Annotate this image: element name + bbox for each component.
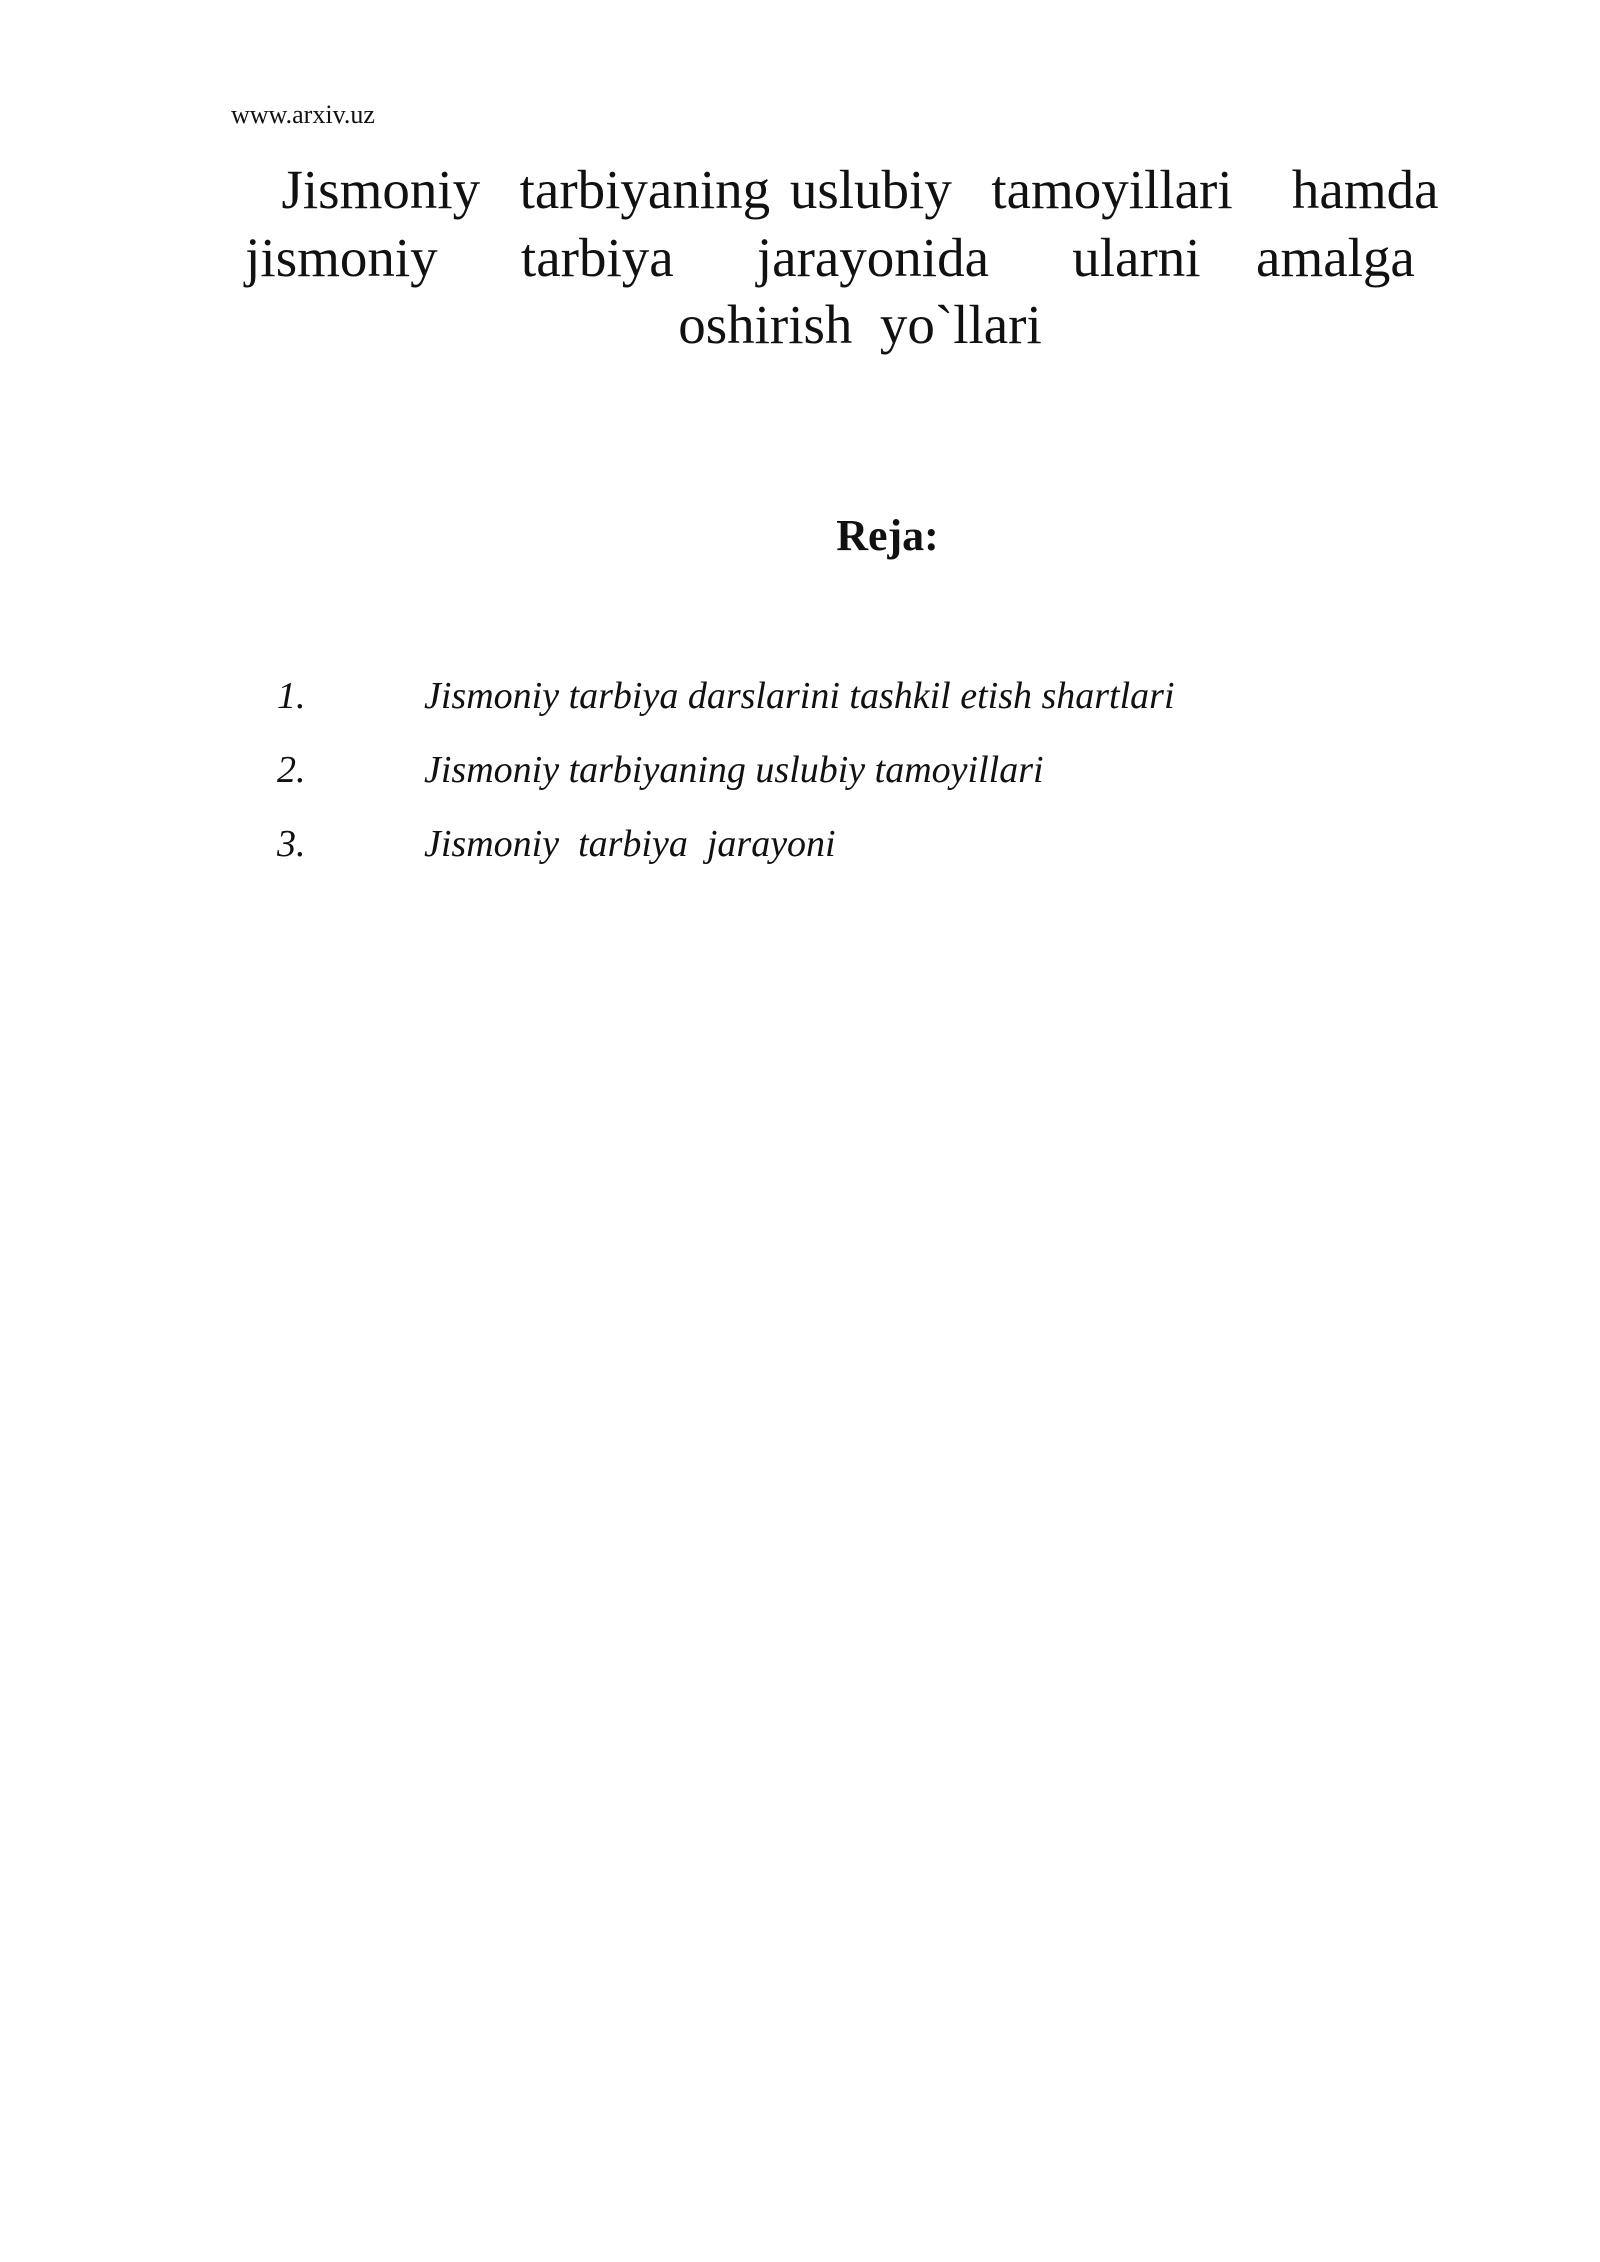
header-url: www.arxiv.uz [231, 100, 375, 129]
plan-item [277, 820, 836, 894]
plan-item [277, 746, 1044, 820]
plan-item-number: 2. [277, 749, 306, 791]
title-line-3: oshirish yo`llari [678, 294, 1042, 355]
plan-item-number: 3. [277, 823, 306, 865]
title-line-1: Jismoniy tarbiyaning uslubiy tamoyillari hamda [281, 159, 1439, 220]
plan-list [277, 672, 1175, 894]
title-line-2: jismoniy tarbiya jarayonida ularni amalga [245, 227, 1415, 288]
plan-heading: Reja: [836, 511, 939, 560]
plan-item-text: Jismoniy tarbiya jarayoni [424, 823, 836, 865]
plan-item-text: Jismoniy tarbiya darslarini tashkil etish shartlari [424, 675, 1175, 717]
plan-item [277, 672, 1175, 746]
plan-item-text: Jismoniy tarbiyaning uslubiy tamoyillari [424, 749, 1044, 791]
plan-item-number: 1. [277, 675, 306, 717]
